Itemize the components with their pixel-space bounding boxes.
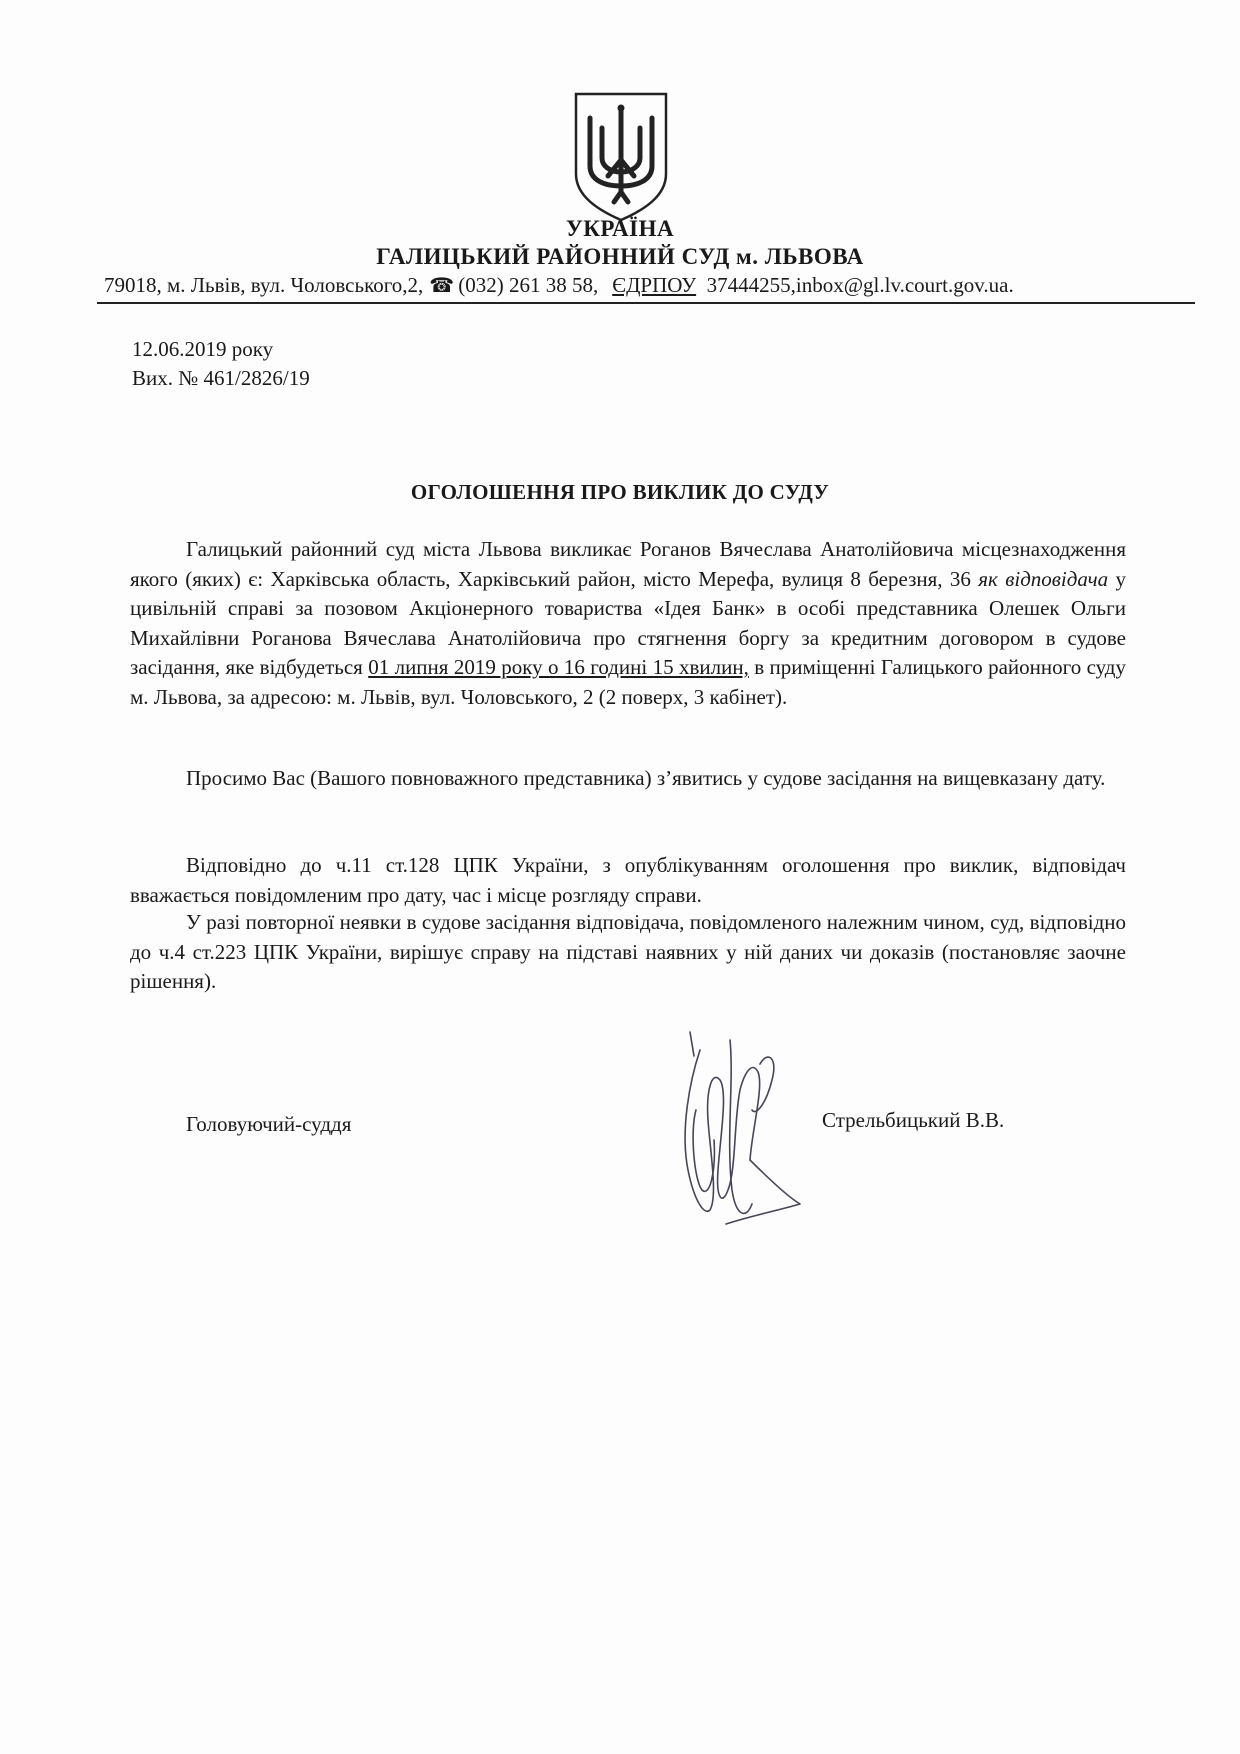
- paragraph-notice: [130, 851, 1126, 910]
- header-country: УКРАЇНА: [565, 216, 675, 241]
- edrpou-and-email: 37444255,inbox@gl.lv.court.gov.ua.: [706, 273, 1014, 297]
- header-divider: [97, 302, 1195, 304]
- court-phone: (032) 261 38 58,: [458, 273, 599, 297]
- document-title: ОГОЛОШЕННЯ ПРО ВИКЛИК ДО СУДУ: [410, 480, 830, 504]
- paragraph-request: [130, 764, 1126, 794]
- hearing-datetime: 01 липня 2019 року о 16 годині 15 хвилин,: [368, 655, 749, 679]
- summons-text-part-2: у цивільній справі за позовом Акціонерного товариства «Ідея Банк» в особі представника Олешек Ольги Михайлівни Роганова Вячеслава Анатолійовича про стягнення боргу за кредитним договором в судове засідання, яке відбудеться: [130, 566, 1127, 679]
- header-court-name: ГАЛИЦЬКИЙ РАЙОННИЙ СУД м. ЛЬВОВА: [376, 244, 864, 269]
- notice-text: Відповідно до ч.11 ст.128 ЦПК України, з опублікуванням оголошення про виклик, відповідач вважається повідомленим про дату, час і місце розгляду справи.: [130, 853, 1126, 907]
- signatory-name: Стрельбицький В.В.: [822, 1108, 1005, 1132]
- summons-text-part-3: в приміщенні Галицького районного суду м. Львова, за адресою: м. Львів, вул. Чоловського, 2 (2 поверх, 3 кабінет).: [130, 655, 1126, 709]
- handwritten-signature: [660, 1020, 810, 1240]
- defendant-role: як відповідача: [978, 566, 1109, 591]
- edrpou-label: ЄДРПОУ: [612, 273, 697, 297]
- signatory-role: Головуючий-суддя: [186, 1112, 352, 1136]
- paragraph-summons: [130, 535, 1126, 712]
- request-text: Просимо Вас (Вашого повноважного представника) з’явитись у судове засідання на вищевказану дату.: [186, 766, 1106, 790]
- document-date: 12.06.2019 року: [132, 337, 274, 361]
- court-address: 79018, м. Львів, вул. Чоловського,2,: [104, 273, 424, 297]
- trident-emblem-icon: [568, 88, 674, 224]
- telephone-icon: ☎: [429, 275, 455, 297]
- outgoing-number: Вих. № 461/2826/19: [132, 366, 310, 390]
- summons-text-part-1: Галицький районний суд міста Львова викликає Роганов Вячеслава Анатолійовича місцезнаходження якого (яких) є: Харківська область, Харківський район, місто Мерефа, вулиця 8 березня, 36: [130, 537, 1126, 591]
- paragraph-absence: [130, 908, 1126, 997]
- absence-text: У разі повторної неявки в судове засідання відповідача, повідомленого належним чином, суд, відповідно до ч.4 ст.223 ЦПК України, вирішує справу на підставі наявних у ній даних чи доказів (постановляє заочне рішення).: [130, 910, 1126, 993]
- header-address-row: [104, 273, 1184, 298]
